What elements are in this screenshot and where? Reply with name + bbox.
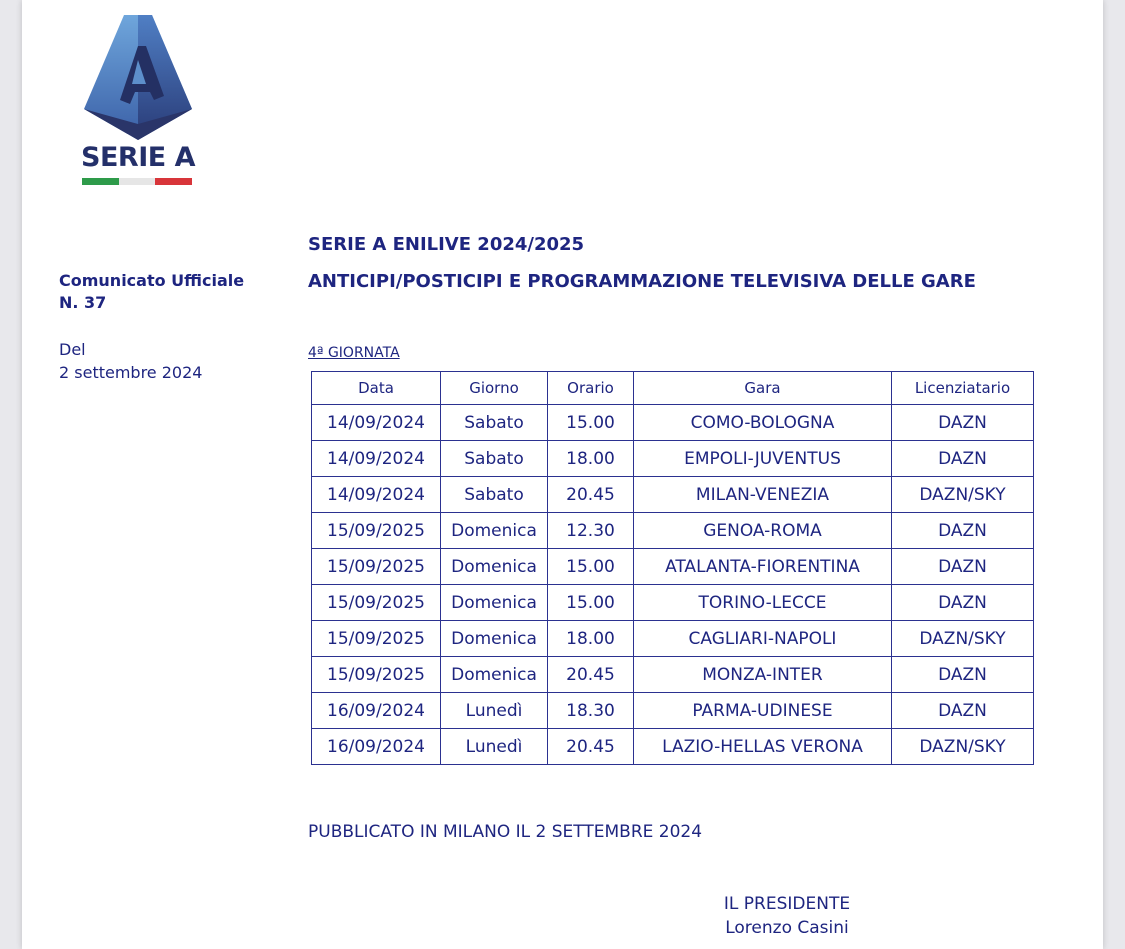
cell-time: 18.30 [548, 693, 634, 729]
cell-match: LAZIO-HELLAS VERONA [634, 729, 892, 765]
signature-name: Lorenzo Casini [725, 918, 849, 938]
cell-date: 15/09/2025 [312, 657, 441, 693]
cell-day: Sabato [441, 441, 548, 477]
cell-match: PARMA-UDINESE [634, 693, 892, 729]
cell-match: GENOA-ROMA [634, 513, 892, 549]
cell-broadcaster: DAZN [892, 693, 1034, 729]
cell-date: 15/09/2025 [312, 621, 441, 657]
table-row [312, 513, 1034, 549]
table-row [312, 477, 1034, 513]
cell-day: Sabato [441, 405, 548, 441]
cell-time: 20.45 [548, 657, 634, 693]
fixtures-table [311, 371, 1034, 765]
cell-time: 15.00 [548, 405, 634, 441]
date-value: 2 settembre 2024 [59, 363, 203, 382]
signature-block [702, 892, 872, 940]
cell-match: MONZA-INTER [634, 657, 892, 693]
cell-day: Domenica [441, 621, 548, 657]
table-row [312, 405, 1034, 441]
cell-match: ATALANTA-FIORENTINA [634, 549, 892, 585]
cell-day: Domenica [441, 657, 548, 693]
header-giorno: Giorno [441, 372, 548, 405]
header-gara: Gara [634, 372, 892, 405]
publication-note: PUBBLICATO IN MILANO IL 2 SETTEMBRE 2024 [308, 822, 703, 842]
table-row [312, 693, 1034, 729]
communique-number: N. 37 [59, 293, 107, 312]
cell-broadcaster: DAZN/SKY [892, 477, 1034, 513]
header-data: Data [312, 372, 441, 405]
cell-match: TORINO-LECCE [634, 585, 892, 621]
cell-match: CAGLIARI-NAPOLI [634, 621, 892, 657]
cell-broadcaster: DAZN [892, 405, 1034, 441]
cell-time: 20.45 [548, 729, 634, 765]
cell-match: MILAN-VENEZIA [634, 477, 892, 513]
italian-flag-stripe [82, 178, 192, 185]
document-page [22, 0, 1103, 949]
signature-role: IL PRESIDENTE [723, 894, 851, 914]
cell-date: 15/09/2025 [312, 513, 441, 549]
header-orario: Orario [548, 372, 634, 405]
cell-broadcaster: DAZN/SKY [892, 729, 1034, 765]
cell-match: EMPOLI-JUVENTUS [634, 441, 892, 477]
header-licenziatario: Licenziatario [892, 372, 1034, 405]
heading-subject: ANTICIPI/POSTICIPI E PROGRAMMAZIONE TELEVISIVA DELLE GARE [308, 271, 976, 292]
cell-day: Lunedì [441, 729, 548, 765]
round-label: 4ª GIORNATA [308, 345, 400, 361]
communique-title [59, 270, 244, 314]
cell-broadcaster: DAZN [892, 513, 1034, 549]
cell-time: 18.00 [548, 621, 634, 657]
cell-date: 15/09/2025 [312, 585, 441, 621]
cell-date: 14/09/2024 [312, 405, 441, 441]
cell-date: 14/09/2024 [312, 441, 441, 477]
cell-time: 15.00 [548, 549, 634, 585]
cell-broadcaster: DAZN [892, 549, 1034, 585]
cell-day: Domenica [441, 549, 548, 585]
communique-label: Comunicato Ufficiale [59, 271, 245, 290]
table-row [312, 441, 1034, 477]
communique-date [59, 338, 202, 384]
heading-competition: SERIE A ENILIVE 2024/2025 [308, 234, 585, 255]
cell-match: COMO-BOLOGNA [634, 405, 892, 441]
cell-broadcaster: DAZN [892, 585, 1034, 621]
date-label: Del [59, 340, 86, 359]
cell-day: Domenica [441, 585, 548, 621]
cell-broadcaster: DAZN/SKY [892, 621, 1034, 657]
cell-date: 16/09/2024 [312, 693, 441, 729]
cell-day: Lunedì [441, 693, 548, 729]
table-header-row [312, 372, 1034, 405]
flag-white [119, 178, 156, 185]
serie-a-logo [80, 12, 196, 188]
table-row [312, 657, 1034, 693]
cell-time: 12.30 [548, 513, 634, 549]
flag-red [155, 178, 192, 185]
table-row [312, 549, 1034, 585]
cell-time: 20.45 [548, 477, 634, 513]
cell-day: Domenica [441, 513, 548, 549]
cell-day: Sabato [441, 477, 548, 513]
serie-a-shield-icon [80, 12, 196, 142]
cell-broadcaster: DAZN [892, 657, 1034, 693]
cell-broadcaster: DAZN [892, 441, 1034, 477]
table-row [312, 729, 1034, 765]
logo-text: SERIE A [81, 142, 195, 173]
cell-date: 16/09/2024 [312, 729, 441, 765]
flag-green [82, 178, 119, 185]
table-row [312, 621, 1034, 657]
cell-date: 15/09/2025 [312, 549, 441, 585]
cell-date: 14/09/2024 [312, 477, 441, 513]
table-row [312, 585, 1034, 621]
cell-time: 18.00 [548, 441, 634, 477]
cell-time: 15.00 [548, 585, 634, 621]
